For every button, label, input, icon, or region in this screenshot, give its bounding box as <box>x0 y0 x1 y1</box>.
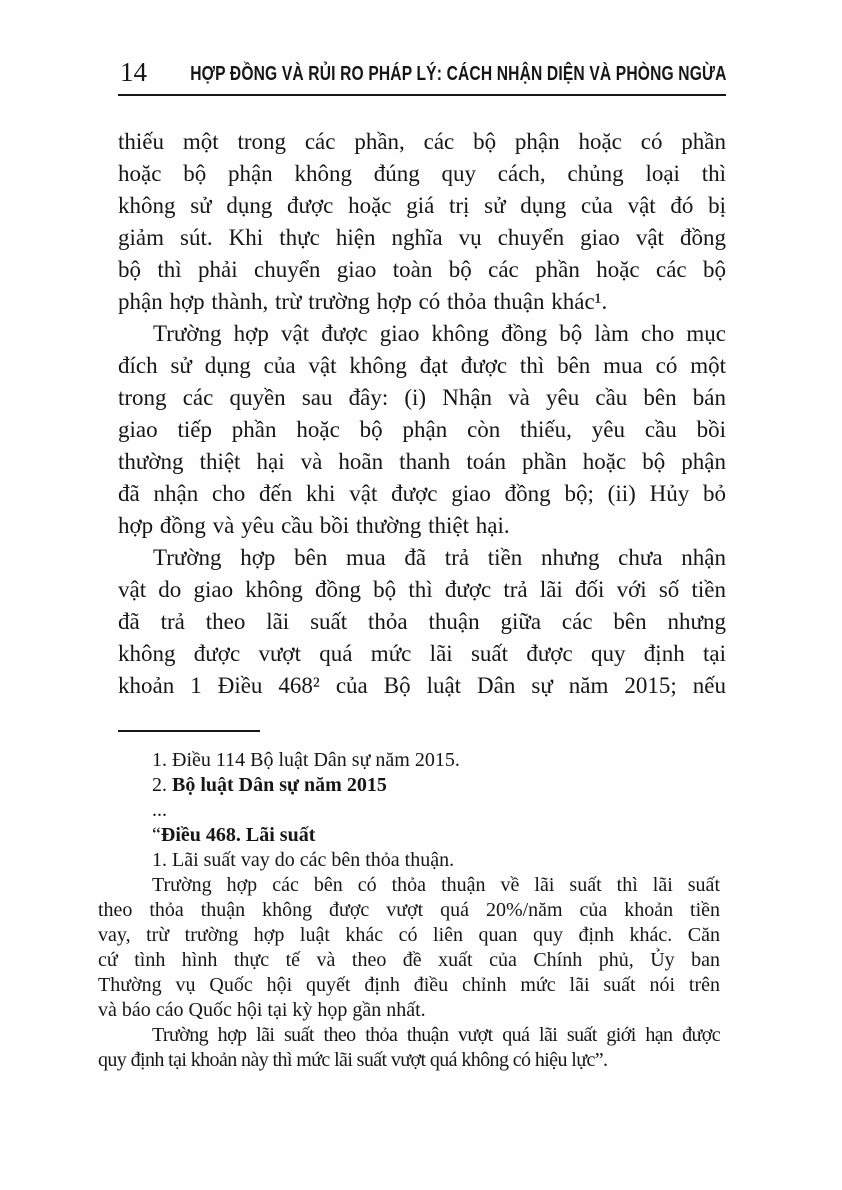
text-line: giảm sút. Khi thực hiện nghĩa vụ chuyển giao vật đồng <box>118 225 726 250</box>
footnote-separator <box>118 730 260 732</box>
paragraph <box>118 542 726 702</box>
text-line: phận hợp thành, trừ trường hợp có thỏa thuận khác¹. <box>118 289 608 314</box>
text-line: đích sử dụng của vật không đạt được thì bên mua có một <box>118 353 726 378</box>
footnote-bold-heading: Điều 468. Lãi suất <box>160 824 316 846</box>
paragraph <box>118 126 726 318</box>
footnote-ellipsis-line: ... <box>152 799 167 821</box>
text-line: bộ thì phải chuyển giao toàn bộ các phần hoặc các bộ <box>118 257 726 282</box>
text-line: giao tiếp phần hoặc bộ phận còn thiếu, yêu cầu bồi <box>118 417 726 442</box>
page-header <box>118 56 726 86</box>
text-line: hợp đồng và yêu cầu bồi thường thiệt hại. <box>118 513 510 538</box>
header-rule <box>118 94 726 96</box>
text-line: thiếu một trong các phần, các bộ phận hoặc có phần <box>118 129 726 154</box>
footnotes <box>98 748 720 1073</box>
text-line: không được vượt quá mức lãi suất được quy định tại <box>118 641 726 666</box>
footnote-line: cứ tình hình thực tế và theo đề xuất của Chính phủ, Ủy ban <box>98 949 720 971</box>
text-line: trong các quyền sau đây: (i) Nhận và yêu cầu bên bán <box>118 385 726 410</box>
footnote-line: và báo cáo Quốc hội tại kỳ họp gần nhất. <box>98 999 426 1021</box>
footnote-bold-title: Bộ luật Dân sự năm 2015 <box>172 774 387 796</box>
footnote-line <box>98 823 720 848</box>
footnote-line: Thường vụ Quốc hội quyết định điều chỉnh mức lãi suất nói trên <box>98 974 720 996</box>
text-line: đã nhận cho đến khi vật được giao đồng bộ; (ii) Hủy bỏ <box>118 481 726 506</box>
text-line: Trường hợp bên mua đã trả tiền nhưng chưa nhận <box>153 545 726 570</box>
footnote-line: Trường hợp lãi suất theo thỏa thuận vượt quá lãi suất giới hạn được <box>152 1024 720 1046</box>
text-line: thường thiệt hại và hoãn thanh toán phần hoặc bộ phận <box>118 449 726 474</box>
text-line: vật do giao không đồng bộ thì được trả lãi đối với số tiền <box>118 577 726 602</box>
footnote-number: 2. <box>152 774 172 796</box>
footnote-line: vay, trừ trường hợp luật khác có liên quan quy định khác. Căn <box>98 924 720 946</box>
footnote-line: quy định tại khoản này thì mức lãi suất vượt quá không có hiệu lực”. <box>98 1049 608 1071</box>
footnote-line: Trường hợp các bên có thỏa thuận về lãi suất thì lãi suất <box>152 874 720 896</box>
quote-mark: “ <box>152 824 161 846</box>
footnote-line: theo thỏa thuận không được vượt quá 20%/năm của khoản tiền <box>98 899 720 921</box>
body-text <box>118 126 726 702</box>
page-number: 14 <box>120 57 147 87</box>
text-line: đã trả theo lãi suất thỏa thuận giữa các bên nhưng <box>118 609 726 634</box>
footnote-line: 1. Điều 114 Bộ luật Dân sự năm 2015. <box>152 749 460 771</box>
text-line: khoản 1 Điều 468² của Bộ luật Dân sự năm 2015; nếu <box>118 673 726 698</box>
footnote-line <box>98 773 720 798</box>
running-title: HỢP ĐỒNG VÀ RỦI RO PHÁP LÝ: CÁCH NHẬN DIỆN VÀ PHÒNG NGỪA <box>189 63 726 85</box>
footnote-line: 1. Lãi suất vay do các bên thỏa thuận. <box>152 849 455 871</box>
text-line: Trường hợp vật được giao không đồng bộ làm cho mục <box>153 321 726 346</box>
paragraph <box>118 318 726 542</box>
text-line: hoặc bộ phận không đúng quy cách, chủng loại thì <box>118 161 726 186</box>
text-line: không sử dụng được hoặc giá trị sử dụng của vật đó bị <box>118 193 726 218</box>
